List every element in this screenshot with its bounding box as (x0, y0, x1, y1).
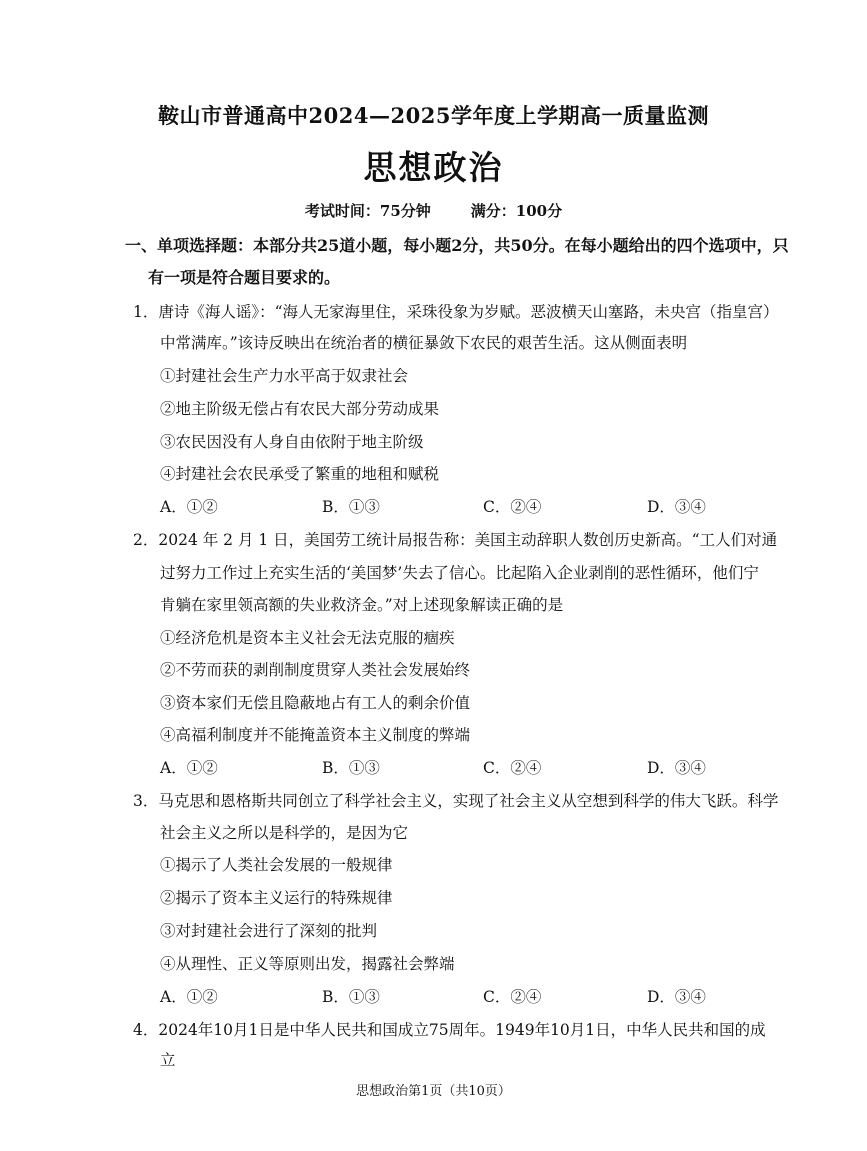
exam-time: 考试时间：75分钟 (304, 202, 431, 220)
statement-item: ④高福利制度并不能掩盖资本主义制度的弊端 (160, 726, 471, 744)
statement-item: ①经济危机是资本主义社会无法克服的痼疾 (160, 629, 455, 647)
question-stem-line: 2．2024 年 2 月 1 日，美国劳工统计局报告称：美国主动辞职人数创历史新高。“工人们对通 (133, 531, 778, 549)
option-b[interactable]: B．①③ (322, 988, 380, 1006)
question-stem-line: 3．马克思和恩格斯共同创立了科学社会主义，实现了社会主义从空想到科学的伟大飞跃。科学 (133, 792, 779, 810)
option-b[interactable]: B．①③ (322, 498, 380, 516)
statement-item: ③资本家们无偿且隐蔽地占有工人的剩余价值 (160, 694, 471, 712)
statement-item: ④封建社会农民承受了繁重的地租和赋税 (160, 465, 440, 483)
question-stem-line: 过努力工作过上充实生活的‘美国梦’失去了信心。比起陷入企业剥削的恶性循环，他们宁 (160, 564, 759, 582)
statement-item: ②不劳而获的剥削制度贯穿人类社会发展始终 (160, 661, 471, 679)
subject-title: 思想政治 (363, 148, 504, 187)
section-heading (125, 230, 825, 294)
statement-item: ④从理性、正义等原则出发，揭露社会弊端 (160, 955, 455, 973)
exam-info (0, 200, 867, 221)
page-footer: 思想政治第1页（共10页） (356, 1084, 511, 1099)
option-a[interactable]: A．①② (160, 498, 218, 516)
full-score: 满分：100分 (470, 202, 563, 220)
option-c[interactable]: C．②④ (483, 988, 542, 1006)
question-stem-line: 肯躺在家里领高额的失业救济金。”对上述现象解读正确的是 (160, 596, 564, 614)
option-b[interactable]: B．①③ (322, 759, 380, 777)
option-c[interactable]: C．②④ (483, 759, 542, 777)
statement-item: ①揭示了人类社会发展的一般规律 (160, 856, 393, 874)
question-stem-line: 1．唐诗《海人谣》：“海人无家海里住，采珠役象为岁赋。恶波横天山塞路，未央宫（指皇宫） (133, 303, 779, 321)
question-stem-line: 立 (160, 1051, 176, 1069)
statement-item: ②揭示了资本主义运行的特殊规律 (160, 889, 393, 907)
option-d[interactable]: D．③④ (647, 988, 706, 1006)
option-c[interactable]: C．②④ (483, 498, 542, 516)
statement-item: ③农民因没有人身自由依附于地主阶级 (160, 433, 424, 451)
question-stem-line: 社会主义之所以是科学的，是因为它 (160, 824, 409, 842)
exam-title: 鞍山市普通高中2024—2025学年度上学期高一质量监测 (158, 103, 709, 128)
question-stem-line: 中常满库。”该诗反映出在统治者的横征暴敛下农民的艰苦生活。这从侧面表明 (160, 334, 688, 352)
statement-item: ③对封建社会进行了深刻的批判 (160, 922, 378, 940)
statement-item: ①封建社会生产力水平高于奴隶社会 (160, 367, 409, 385)
option-d[interactable]: D．③④ (647, 498, 706, 516)
section-line: 一、单项选择题：本部分共25道小题，每小题2分，共50分。在每小题给出的四个选项中，只 (125, 236, 789, 255)
statement-item: ②地主阶级无偿占有农民大部分劳动成果 (160, 400, 440, 418)
option-a[interactable]: A．①② (160, 759, 218, 777)
question-stem-line: 4．2024年10月1日是中华人民共和国成立75周年。1949年10月1日，中华人民共和国的成 (133, 1021, 766, 1039)
section-line: 有一项是符合题目要求的。 (148, 268, 341, 287)
option-d[interactable]: D．③④ (647, 759, 706, 777)
option-a[interactable]: A．①② (160, 988, 218, 1006)
